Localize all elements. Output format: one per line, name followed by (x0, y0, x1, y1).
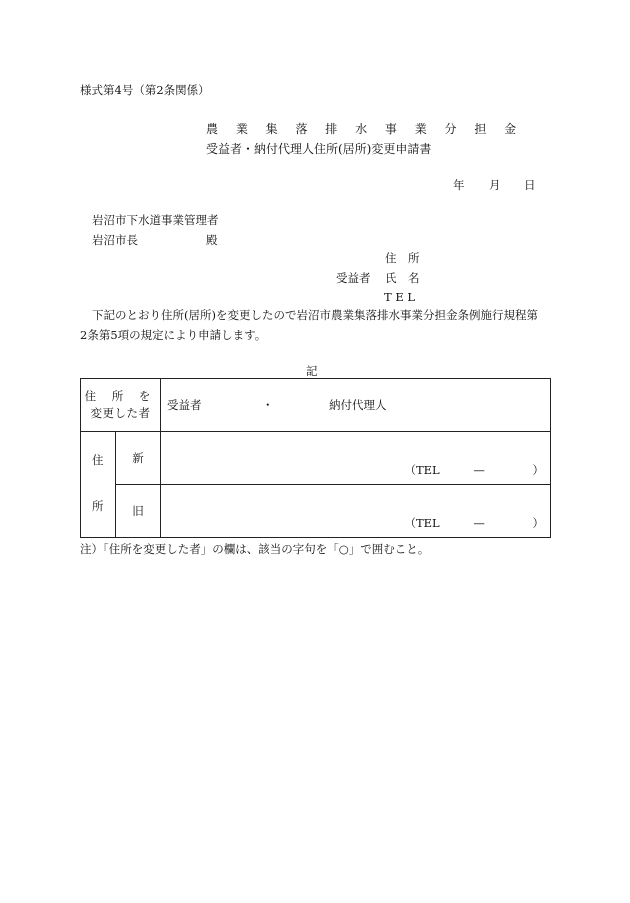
changer-label-line-2: 変更した者 (90, 406, 151, 420)
form-number: 様式第4号（第2条関係） (80, 83, 210, 97)
date-day-label: 日 (524, 178, 536, 192)
new-address-label: 新 (116, 432, 161, 485)
old-address-label: 旧 (116, 485, 161, 538)
applicant-tel-label: T E L (384, 290, 416, 304)
option-beneficiary[interactable]: 受益者 (167, 398, 202, 412)
old-address-input[interactable] (161, 485, 551, 538)
addressee-line-2: 岩沼市長 (92, 233, 138, 247)
old-tel-field[interactable] (404, 515, 544, 531)
applicant-role-label: 受益者 (336, 271, 371, 285)
applicant-address-label: 住 所 (385, 251, 420, 265)
body-text-line-2: 2条第5項の規定により申請します。 (80, 328, 267, 342)
ki-heading: 記 (306, 364, 318, 378)
new-address-input[interactable] (161, 432, 551, 485)
changer-choice-cell[interactable] (161, 379, 551, 432)
date-year-label: 年 (453, 178, 465, 192)
addressee-line-1: 岩沼市下水道事業管理者 (92, 213, 219, 227)
note-text: 注）「住所を変更した者」の欄は、該当の字句を「○」で囲むこと。 (80, 542, 430, 556)
title-line-1: 農 業 集 落 排 水 事 業 分 担 金 (206, 122, 524, 136)
old-tel-open: （TEL (404, 516, 440, 530)
addressee-honorific: 殿 (206, 233, 218, 247)
new-tel-field[interactable] (404, 462, 544, 478)
address-side-label-bottom: 所 (92, 499, 104, 513)
new-tel-dash: — (473, 463, 485, 477)
option-separator: ・ (262, 398, 274, 412)
change-form-table (80, 378, 551, 538)
new-tel-close: ） (532, 463, 544, 477)
body-text-line-1: 下記のとおり住所(居所)を変更したので岩沼市農業集落排水事業分担金条例施行規程第 (92, 308, 538, 322)
address-side-label-top: 住 (92, 453, 104, 467)
address-side-label-cell (81, 432, 116, 538)
old-tel-close: ） (532, 516, 544, 530)
changer-label-cell (81, 379, 161, 432)
date-month-label: 月 (489, 178, 501, 192)
title-line-2: 受益者・納付代理人住所(居所)変更申請書 (206, 142, 432, 156)
new-tel-open: （TEL (404, 463, 440, 477)
old-address-row (81, 485, 551, 538)
new-address-row (81, 432, 551, 485)
applicant-name-label: 氏 名 (385, 271, 420, 285)
old-tel-dash: — (473, 516, 485, 530)
option-payment-agent[interactable]: 納付代理人 (329, 398, 387, 412)
changer-label-line-1: 住 所 を (84, 389, 157, 403)
changer-row (81, 379, 551, 432)
